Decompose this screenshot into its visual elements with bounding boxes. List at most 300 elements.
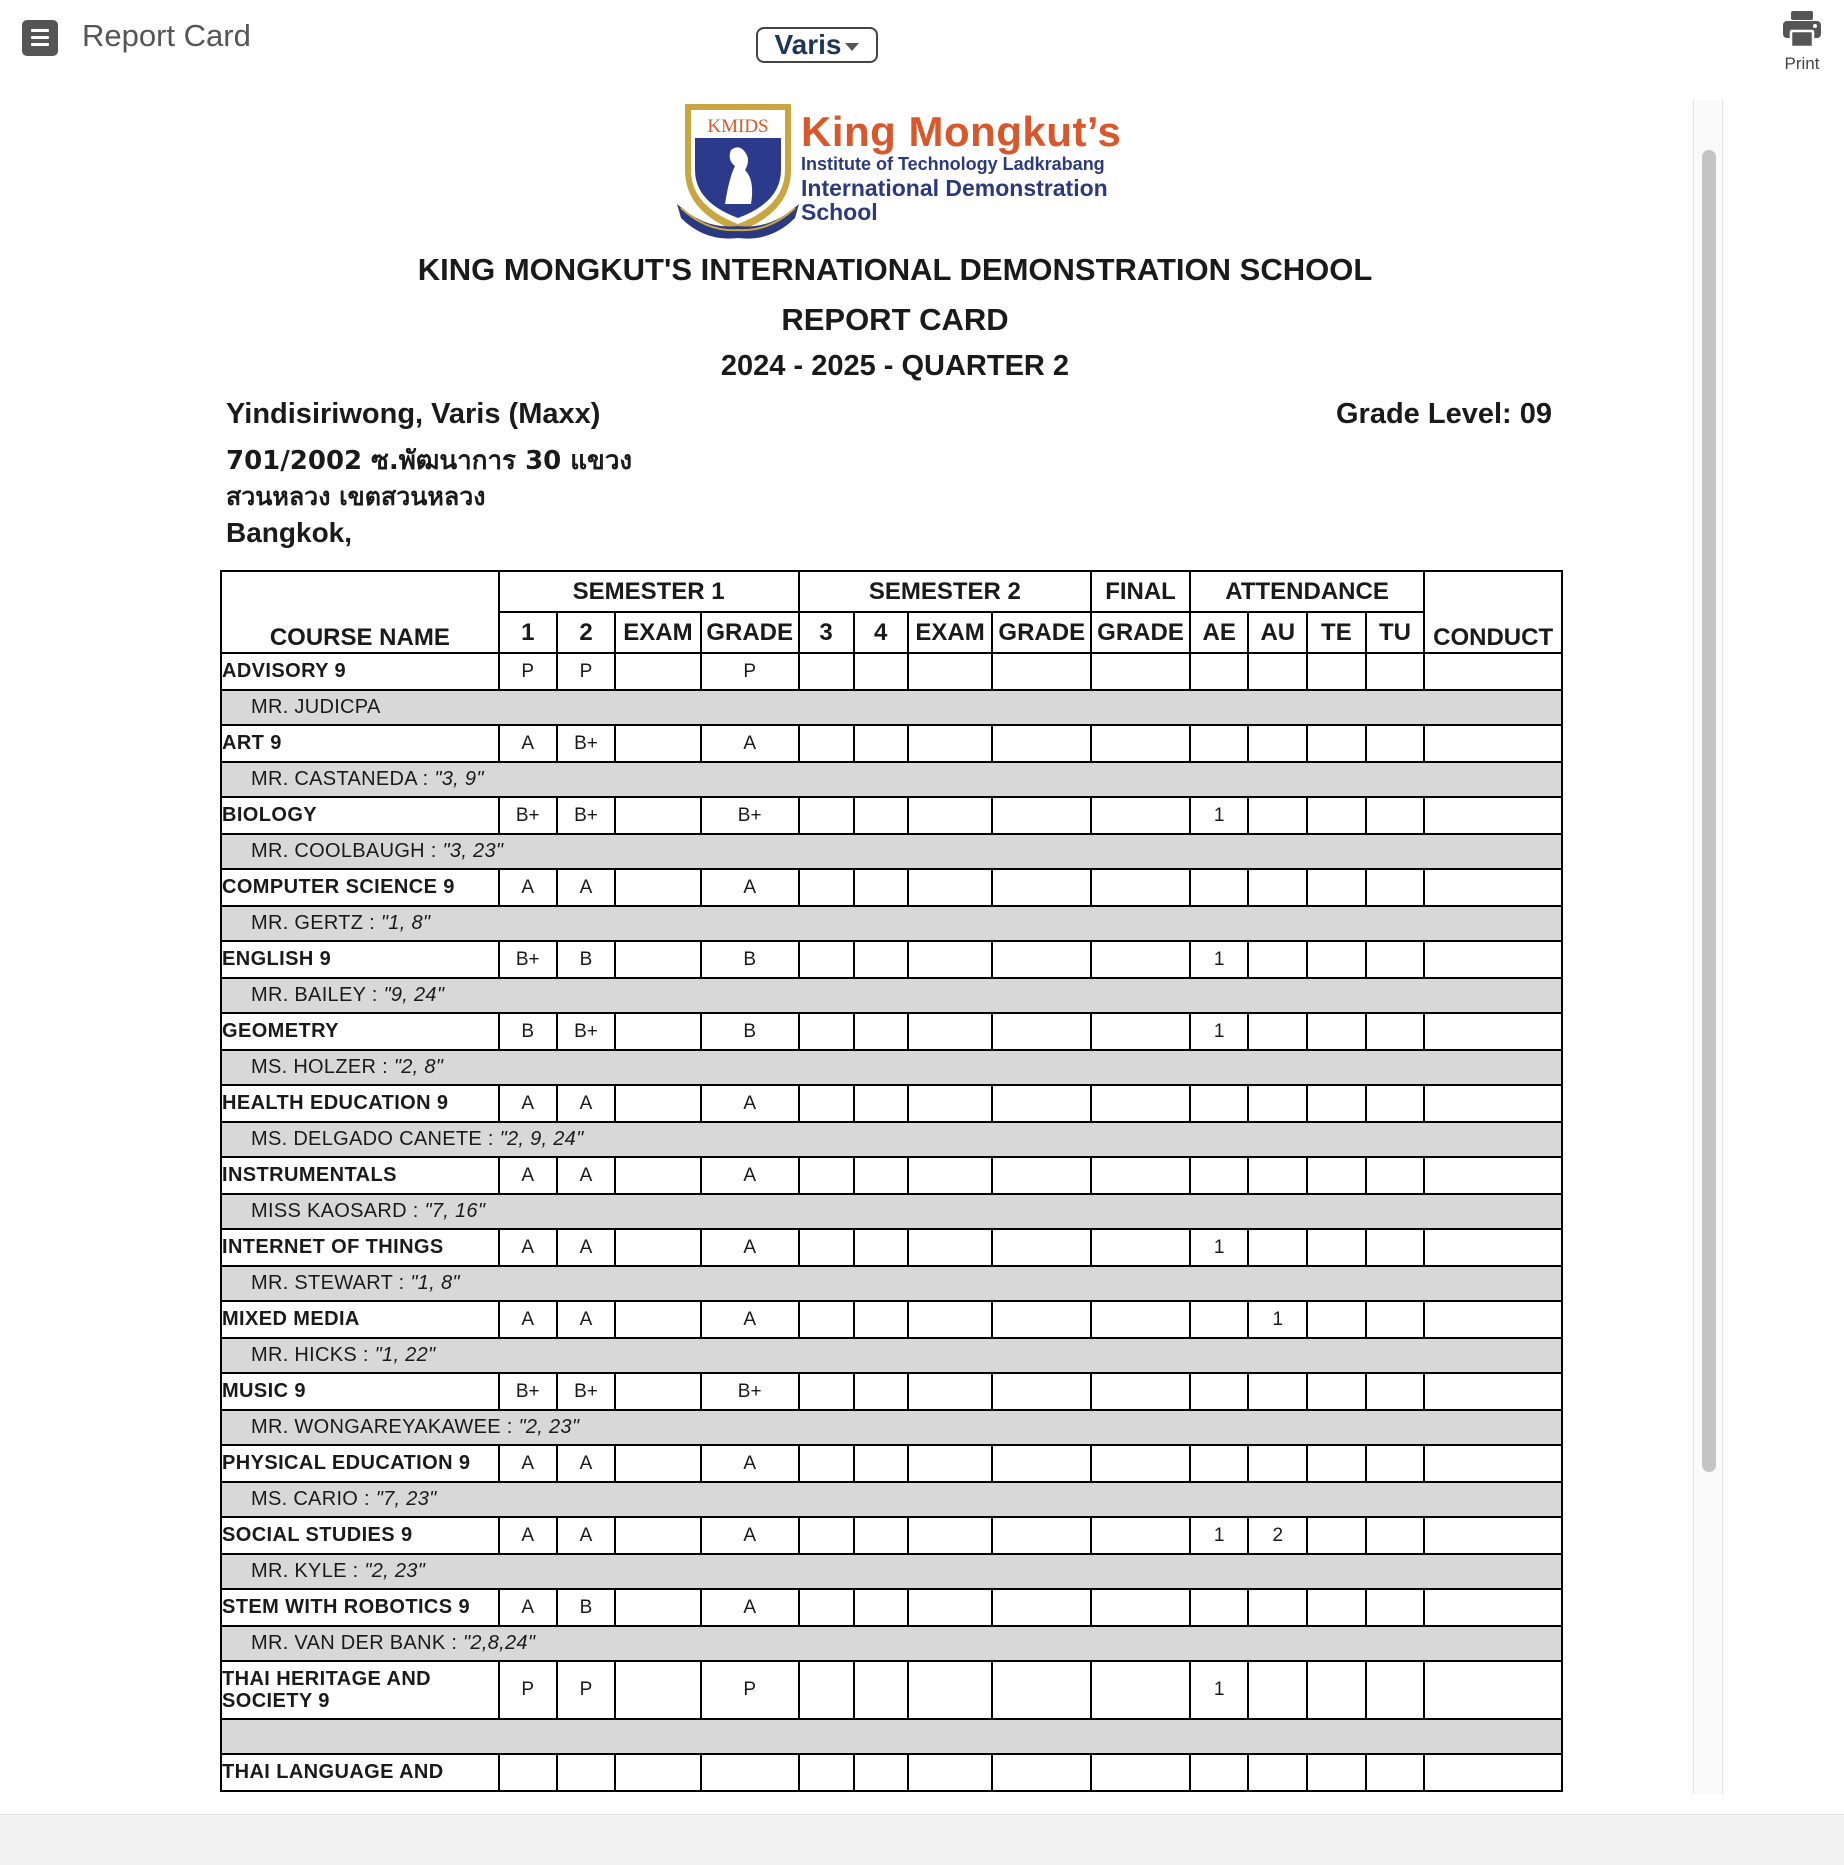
teacher-comment: "2, 23" <box>518 1416 580 1438</box>
cell-q3 <box>799 1157 854 1194</box>
cell-final <box>1091 1373 1190 1410</box>
teacher-name: MS. DELGADO CANETE : <box>251 1128 500 1150</box>
cell-grade2 <box>992 1373 1091 1410</box>
teacher-row <box>221 1410 1562 1445</box>
cell-final <box>1091 797 1190 834</box>
cell-ae <box>1190 1589 1249 1626</box>
teacher-comment: "1, 8" <box>410 1272 460 1294</box>
course-name: PHYSICAL EDUCATION 9 <box>221 1445 499 1482</box>
teacher-name: MR. KYLE : <box>251 1560 365 1582</box>
cell-q1: A <box>499 1229 557 1266</box>
cell-exam1 <box>615 1013 701 1050</box>
cell-q4 <box>854 1661 908 1719</box>
cell-q1: B+ <box>499 797 557 834</box>
cell-au <box>1248 1229 1307 1266</box>
cell-grade2 <box>992 869 1091 906</box>
cell-final <box>1091 941 1190 978</box>
cell-grade1: A <box>701 1085 799 1122</box>
cell-conduct <box>1424 1373 1562 1410</box>
logo-line-4-text: School <box>801 199 878 225</box>
cell-grade2 <box>992 725 1091 762</box>
grades-table <box>220 570 1563 1792</box>
cell-ae: 1 <box>1190 941 1249 978</box>
cell-conduct <box>1424 1157 1562 1194</box>
cell-q4 <box>854 941 908 978</box>
cell-ae: 1 <box>1190 1013 1249 1050</box>
student-select-value: Varis <box>774 29 842 60</box>
teacher-row <box>221 1122 1562 1157</box>
cell-te <box>1307 1013 1366 1050</box>
cell-exam2 <box>908 725 993 762</box>
cell-grade2 <box>992 1445 1091 1482</box>
cell-au <box>1248 797 1307 834</box>
cell-q3 <box>799 1754 854 1791</box>
cell-exam1 <box>615 1754 701 1791</box>
cell-q1: A <box>499 1301 557 1338</box>
col-au: AU <box>1248 612 1307 653</box>
teacher-cell <box>221 1719 1562 1754</box>
cell-q4 <box>854 1013 908 1050</box>
cell-q4 <box>854 1229 908 1266</box>
cell-exam1 <box>615 1301 701 1338</box>
table-row <box>221 1517 1562 1554</box>
cell-ae <box>1190 1157 1249 1194</box>
grades-body <box>221 653 1562 1791</box>
cell-final <box>1091 1157 1190 1194</box>
teacher-cell <box>221 762 1562 797</box>
cell-q3 <box>799 797 854 834</box>
cell-exam2 <box>908 1301 993 1338</box>
cell-q1: A <box>499 869 557 906</box>
cell-au <box>1248 725 1307 762</box>
cell-q1: A <box>499 1517 557 1554</box>
cell-exam2 <box>908 1754 993 1791</box>
cell-tu <box>1366 1301 1425 1338</box>
cell-exam1 <box>615 797 701 834</box>
cell-grade1: B <box>701 1013 799 1050</box>
teacher-row <box>221 762 1562 797</box>
cell-tu <box>1366 1589 1425 1626</box>
cell-final <box>1091 1661 1190 1719</box>
col-exam1: EXAM <box>615 612 701 653</box>
student-address <box>226 443 632 551</box>
print-label: Print <box>1784 54 1820 73</box>
cell-q1: P <box>499 1661 557 1719</box>
teacher-cell <box>221 1482 1562 1517</box>
cell-tu <box>1366 1754 1425 1791</box>
cell-grade1: A <box>701 1589 799 1626</box>
cell-q1: B <box>499 1013 557 1050</box>
grade-level: Grade Level: 09 <box>1336 398 1552 430</box>
cell-te <box>1307 1445 1366 1482</box>
col-final-grade: GRADE <box>1091 612 1190 653</box>
cell-conduct <box>1424 941 1562 978</box>
address-line-3: Bangkok, <box>226 517 353 548</box>
table-row <box>221 1589 1562 1626</box>
term-title: 2024 - 2025 - QUARTER 2 <box>720 350 1070 382</box>
course-name: STEM WITH ROBOTICS 9 <box>221 1589 499 1626</box>
cell-au <box>1248 1373 1307 1410</box>
report-title: REPORT CARD <box>781 302 1009 337</box>
cell-q3 <box>799 725 854 762</box>
cell-q2: P <box>557 1661 615 1719</box>
cell-exam2 <box>908 1661 993 1719</box>
course-name: INTERNET OF THINGS <box>221 1229 499 1266</box>
cell-ae: 1 <box>1190 1229 1249 1266</box>
cell-conduct <box>1424 1229 1562 1266</box>
cell-exam1 <box>615 1373 701 1410</box>
cell-exam1 <box>615 1589 701 1626</box>
cell-final <box>1091 1013 1190 1050</box>
address-line-1: 701/2002 ซ.พัฒนาการ 30 แขวง <box>226 446 633 476</box>
cell-q4 <box>854 1445 908 1482</box>
printer-icon <box>1782 10 1822 48</box>
cell-grade2 <box>992 653 1091 690</box>
cell-q2: B <box>557 1589 615 1626</box>
cell-exam2 <box>908 653 993 690</box>
course-name: ADVISORY 9 <box>221 653 499 690</box>
col-grade2: GRADE <box>992 612 1091 653</box>
col-ae: AE <box>1190 612 1249 653</box>
cell-conduct <box>1424 1661 1562 1719</box>
cell-grade1: A <box>701 1229 799 1266</box>
cell-tu <box>1366 941 1425 978</box>
cell-grade1: A <box>701 725 799 762</box>
teacher-cell <box>221 1122 1562 1157</box>
cell-grade1: B <box>701 941 799 978</box>
student-select[interactable] <box>756 27 878 63</box>
cell-q3 <box>799 653 854 690</box>
teacher-comment: "7, 23" <box>375 1488 437 1510</box>
cell-conduct <box>1424 1754 1562 1791</box>
cell-exam2 <box>908 1229 993 1266</box>
teacher-row <box>221 1482 1562 1517</box>
teacher-cell <box>221 1626 1562 1661</box>
cell-q3 <box>799 1085 854 1122</box>
cell-au <box>1248 1013 1307 1050</box>
cell-final <box>1091 1445 1190 1482</box>
teacher-cell <box>221 834 1562 869</box>
cell-grade1: B+ <box>701 1373 799 1410</box>
table-row <box>221 1013 1562 1050</box>
cell-grade2 <box>992 1517 1091 1554</box>
teacher-row <box>221 1554 1562 1589</box>
col-q1: 1 <box>499 612 557 653</box>
cell-exam2 <box>908 1085 993 1122</box>
cell-q4 <box>854 869 908 906</box>
teacher-name: MR. GERTZ : <box>251 912 381 934</box>
cell-grade1: A <box>701 1445 799 1482</box>
col-exam2: EXAM <box>908 612 993 653</box>
cell-tu <box>1366 1661 1425 1719</box>
col-te: TE <box>1307 612 1366 653</box>
teacher-name: MS. CARIO : <box>251 1488 376 1510</box>
cell-exam1 <box>615 1229 701 1266</box>
col-group-final: FINAL <box>1091 571 1190 612</box>
course-name: ENGLISH 9 <box>221 941 499 978</box>
teacher-comment: "9, 24" <box>383 984 445 1006</box>
cell-te <box>1307 1589 1366 1626</box>
teacher-row <box>221 834 1562 869</box>
cell-exam1 <box>615 1085 701 1122</box>
cell-q3 <box>799 1445 854 1482</box>
cell-final <box>1091 1085 1190 1122</box>
cell-grade1: A <box>701 1301 799 1338</box>
col-group-attendance: ATTENDANCE <box>1190 571 1424 612</box>
cell-q3 <box>799 1661 854 1719</box>
col-course-name: COURSE NAME <box>221 571 499 653</box>
cell-q2: A <box>557 1445 615 1482</box>
col-group-semester1: SEMESTER 1 <box>499 571 799 612</box>
cell-exam2 <box>908 869 993 906</box>
cell-te <box>1307 1229 1366 1266</box>
teacher-row <box>221 906 1562 941</box>
logo-line-1: King Mongkut’s <box>801 108 1122 155</box>
teacher-cell <box>221 978 1562 1013</box>
cell-conduct <box>1424 1301 1562 1338</box>
cell-exam1 <box>615 1445 701 1482</box>
cell-final <box>1091 1517 1190 1554</box>
teacher-name: MR. STEWART : <box>251 1272 411 1294</box>
cell-conduct <box>1424 797 1562 834</box>
table-row <box>221 797 1562 834</box>
school-title: KING MONGKUT'S INTERNATIONAL DEMONSTRATION SCHOOL <box>417 252 1373 287</box>
cell-q2: B+ <box>557 725 615 762</box>
teacher-row <box>221 1266 1562 1301</box>
teacher-cell <box>221 1338 1562 1373</box>
cell-grade1: A <box>701 1517 799 1554</box>
cell-q2: B+ <box>557 1373 615 1410</box>
cell-grade1: P <box>701 1661 799 1719</box>
table-row <box>221 1301 1562 1338</box>
chevron-down-icon <box>845 43 859 51</box>
cell-te <box>1307 1661 1366 1719</box>
logo-line-2: Institute of Technology Ladkrabang <box>801 154 1105 174</box>
cell-au <box>1248 1754 1307 1791</box>
print-button[interactable] <box>1770 10 1834 80</box>
cell-q3 <box>799 1589 854 1626</box>
cell-tu <box>1366 1373 1425 1410</box>
cell-conduct <box>1424 653 1562 690</box>
cell-te <box>1307 1373 1366 1410</box>
cell-q1 <box>499 1754 557 1791</box>
course-name: COMPUTER SCIENCE 9 <box>221 869 499 906</box>
cell-tu <box>1366 1445 1425 1482</box>
teacher-comment: "3, 23" <box>442 840 504 862</box>
cell-tu <box>1366 1517 1425 1554</box>
cell-grade1: B+ <box>701 797 799 834</box>
col-grade1: GRADE <box>701 612 799 653</box>
table-row <box>221 1445 1562 1482</box>
cell-final <box>1091 1589 1190 1626</box>
cell-q4 <box>854 797 908 834</box>
course-name: BIOLOGY <box>221 797 499 834</box>
teacher-comment: "3, 9" <box>434 768 484 790</box>
cell-ae <box>1190 1301 1249 1338</box>
page-title: Report Card <box>82 18 251 53</box>
cell-tu <box>1366 869 1425 906</box>
cell-te <box>1307 1301 1366 1338</box>
table-row <box>221 1229 1562 1266</box>
teacher-comment: "1, 22" <box>374 1344 436 1366</box>
cell-grade1: A <box>701 869 799 906</box>
cell-grade2 <box>992 1013 1091 1050</box>
cell-te <box>1307 1517 1366 1554</box>
course-name: MIXED MEDIA <box>221 1301 499 1338</box>
col-group-semester2: SEMESTER 2 <box>799 571 1092 612</box>
cell-final <box>1091 1229 1190 1266</box>
cell-grade2 <box>992 797 1091 834</box>
teacher-cell <box>221 1554 1562 1589</box>
cell-q3 <box>799 1229 854 1266</box>
cell-ae <box>1190 869 1249 906</box>
logo-line-3-text: International Demonstration <box>801 175 1108 201</box>
cell-q2: B+ <box>557 1013 615 1050</box>
cell-grade2 <box>992 1589 1091 1626</box>
teacher-row <box>221 1719 1562 1754</box>
address-line-2: สวนหลวง เขตสวนหลวง <box>226 482 486 511</box>
cell-grade2 <box>992 1301 1091 1338</box>
teacher-cell <box>221 1194 1562 1229</box>
cell-te <box>1307 797 1366 834</box>
teacher-comment: "2, 8" <box>393 1056 444 1078</box>
scrollbar[interactable] <box>1693 100 1723 1794</box>
bottom-strip <box>0 1814 1844 1865</box>
cell-final <box>1091 725 1190 762</box>
course-name: ART 9 <box>221 725 499 762</box>
cell-tu <box>1366 1085 1425 1122</box>
teacher-cell <box>221 1410 1562 1445</box>
cell-q3 <box>799 1301 854 1338</box>
cell-q2 <box>557 1754 615 1791</box>
crest-text: KMIDS <box>707 116 769 137</box>
cell-tu <box>1366 797 1425 834</box>
table-row <box>221 1754 1562 1791</box>
cell-au <box>1248 869 1307 906</box>
cell-q2: A <box>557 1517 615 1554</box>
cell-q3 <box>799 1013 854 1050</box>
cell-exam1 <box>615 1517 701 1554</box>
cell-q3 <box>799 1517 854 1554</box>
cell-exam2 <box>908 941 993 978</box>
cell-te <box>1307 725 1366 762</box>
cell-q4 <box>854 725 908 762</box>
cell-grade2 <box>992 1661 1091 1719</box>
teacher-name: MR. JUDICPA <box>251 696 381 718</box>
cell-q2: A <box>557 869 615 906</box>
table-row <box>221 725 1562 762</box>
teacher-cell <box>221 1050 1562 1085</box>
col-q3: 3 <box>799 612 854 653</box>
cell-exam1 <box>615 869 701 906</box>
col-q4: 4 <box>854 612 908 653</box>
cell-conduct <box>1424 1013 1562 1050</box>
cell-ae: 1 <box>1190 1517 1249 1554</box>
cell-final <box>1091 653 1190 690</box>
cell-exam1 <box>615 1157 701 1194</box>
cell-grade2 <box>992 1229 1091 1266</box>
cell-conduct <box>1424 1085 1562 1122</box>
cell-exam2 <box>908 797 993 834</box>
cell-grade2 <box>992 1085 1091 1122</box>
cell-final <box>1091 1301 1190 1338</box>
cell-grade1 <box>701 1754 799 1791</box>
logo-line-3 <box>801 176 1108 224</box>
cell-au <box>1248 1589 1307 1626</box>
cell-te <box>1307 941 1366 978</box>
teacher-row <box>221 1050 1562 1085</box>
table-row <box>221 1085 1562 1122</box>
cell-exam2 <box>908 1445 993 1482</box>
cell-q1: A <box>499 1085 557 1122</box>
cell-q4 <box>854 653 908 690</box>
cell-q4 <box>854 1517 908 1554</box>
cell-q2: B+ <box>557 797 615 834</box>
cell-q2: B <box>557 941 615 978</box>
school-logo <box>675 100 1125 245</box>
teacher-row <box>221 1194 1562 1229</box>
cell-q1: A <box>499 1157 557 1194</box>
cell-tu <box>1366 1229 1425 1266</box>
student-name: Yindisiriwong, Varis (Maxx) <box>226 398 601 430</box>
cell-ae <box>1190 725 1249 762</box>
teacher-comment: "2, 23" <box>364 1560 426 1582</box>
cell-au <box>1248 1157 1307 1194</box>
cell-q4 <box>854 1373 908 1410</box>
cell-tu <box>1366 1013 1425 1050</box>
cell-ae <box>1190 1445 1249 1482</box>
cell-q2: A <box>557 1229 615 1266</box>
cell-conduct <box>1424 1589 1562 1626</box>
cell-exam1 <box>615 725 701 762</box>
teacher-name: MISS KAOSARD : <box>251 1200 425 1222</box>
col-q2: 2 <box>557 612 615 653</box>
cell-q2: A <box>557 1157 615 1194</box>
course-name: MUSIC 9 <box>221 1373 499 1410</box>
course-name: THAI LANGUAGE AND <box>221 1754 499 1791</box>
teacher-comment: "1, 8" <box>380 912 431 934</box>
cell-q1: B+ <box>499 1373 557 1410</box>
cell-q3 <box>799 1373 854 1410</box>
cell-te <box>1307 869 1366 906</box>
cell-au <box>1248 1085 1307 1122</box>
course-name: INSTRUMENTALS <box>221 1157 499 1194</box>
cell-q3 <box>799 941 854 978</box>
cell-ae <box>1190 1754 1249 1791</box>
cell-q1: A <box>499 1589 557 1626</box>
teacher-comment: "2,8,24" <box>463 1632 536 1654</box>
document-list-icon[interactable] <box>22 20 58 56</box>
top-bar <box>0 0 1844 95</box>
cell-grade1: A <box>701 1157 799 1194</box>
teacher-name: MR. VAN DER BANK : <box>251 1632 464 1654</box>
cell-te <box>1307 1157 1366 1194</box>
cell-au <box>1248 653 1307 690</box>
cell-ae: 1 <box>1190 797 1249 834</box>
table-row <box>221 869 1562 906</box>
cell-q2: P <box>557 653 615 690</box>
scrollbar-thumb[interactable] <box>1702 150 1716 1472</box>
cell-te <box>1307 653 1366 690</box>
cell-q1: B+ <box>499 941 557 978</box>
cell-tu <box>1366 653 1425 690</box>
cell-ae <box>1190 1373 1249 1410</box>
teacher-name: MS. HOLZER : <box>251 1056 394 1078</box>
cell-conduct <box>1424 869 1562 906</box>
cell-grade1: P <box>701 653 799 690</box>
teacher-row <box>221 1626 1562 1661</box>
teacher-cell <box>221 906 1562 941</box>
